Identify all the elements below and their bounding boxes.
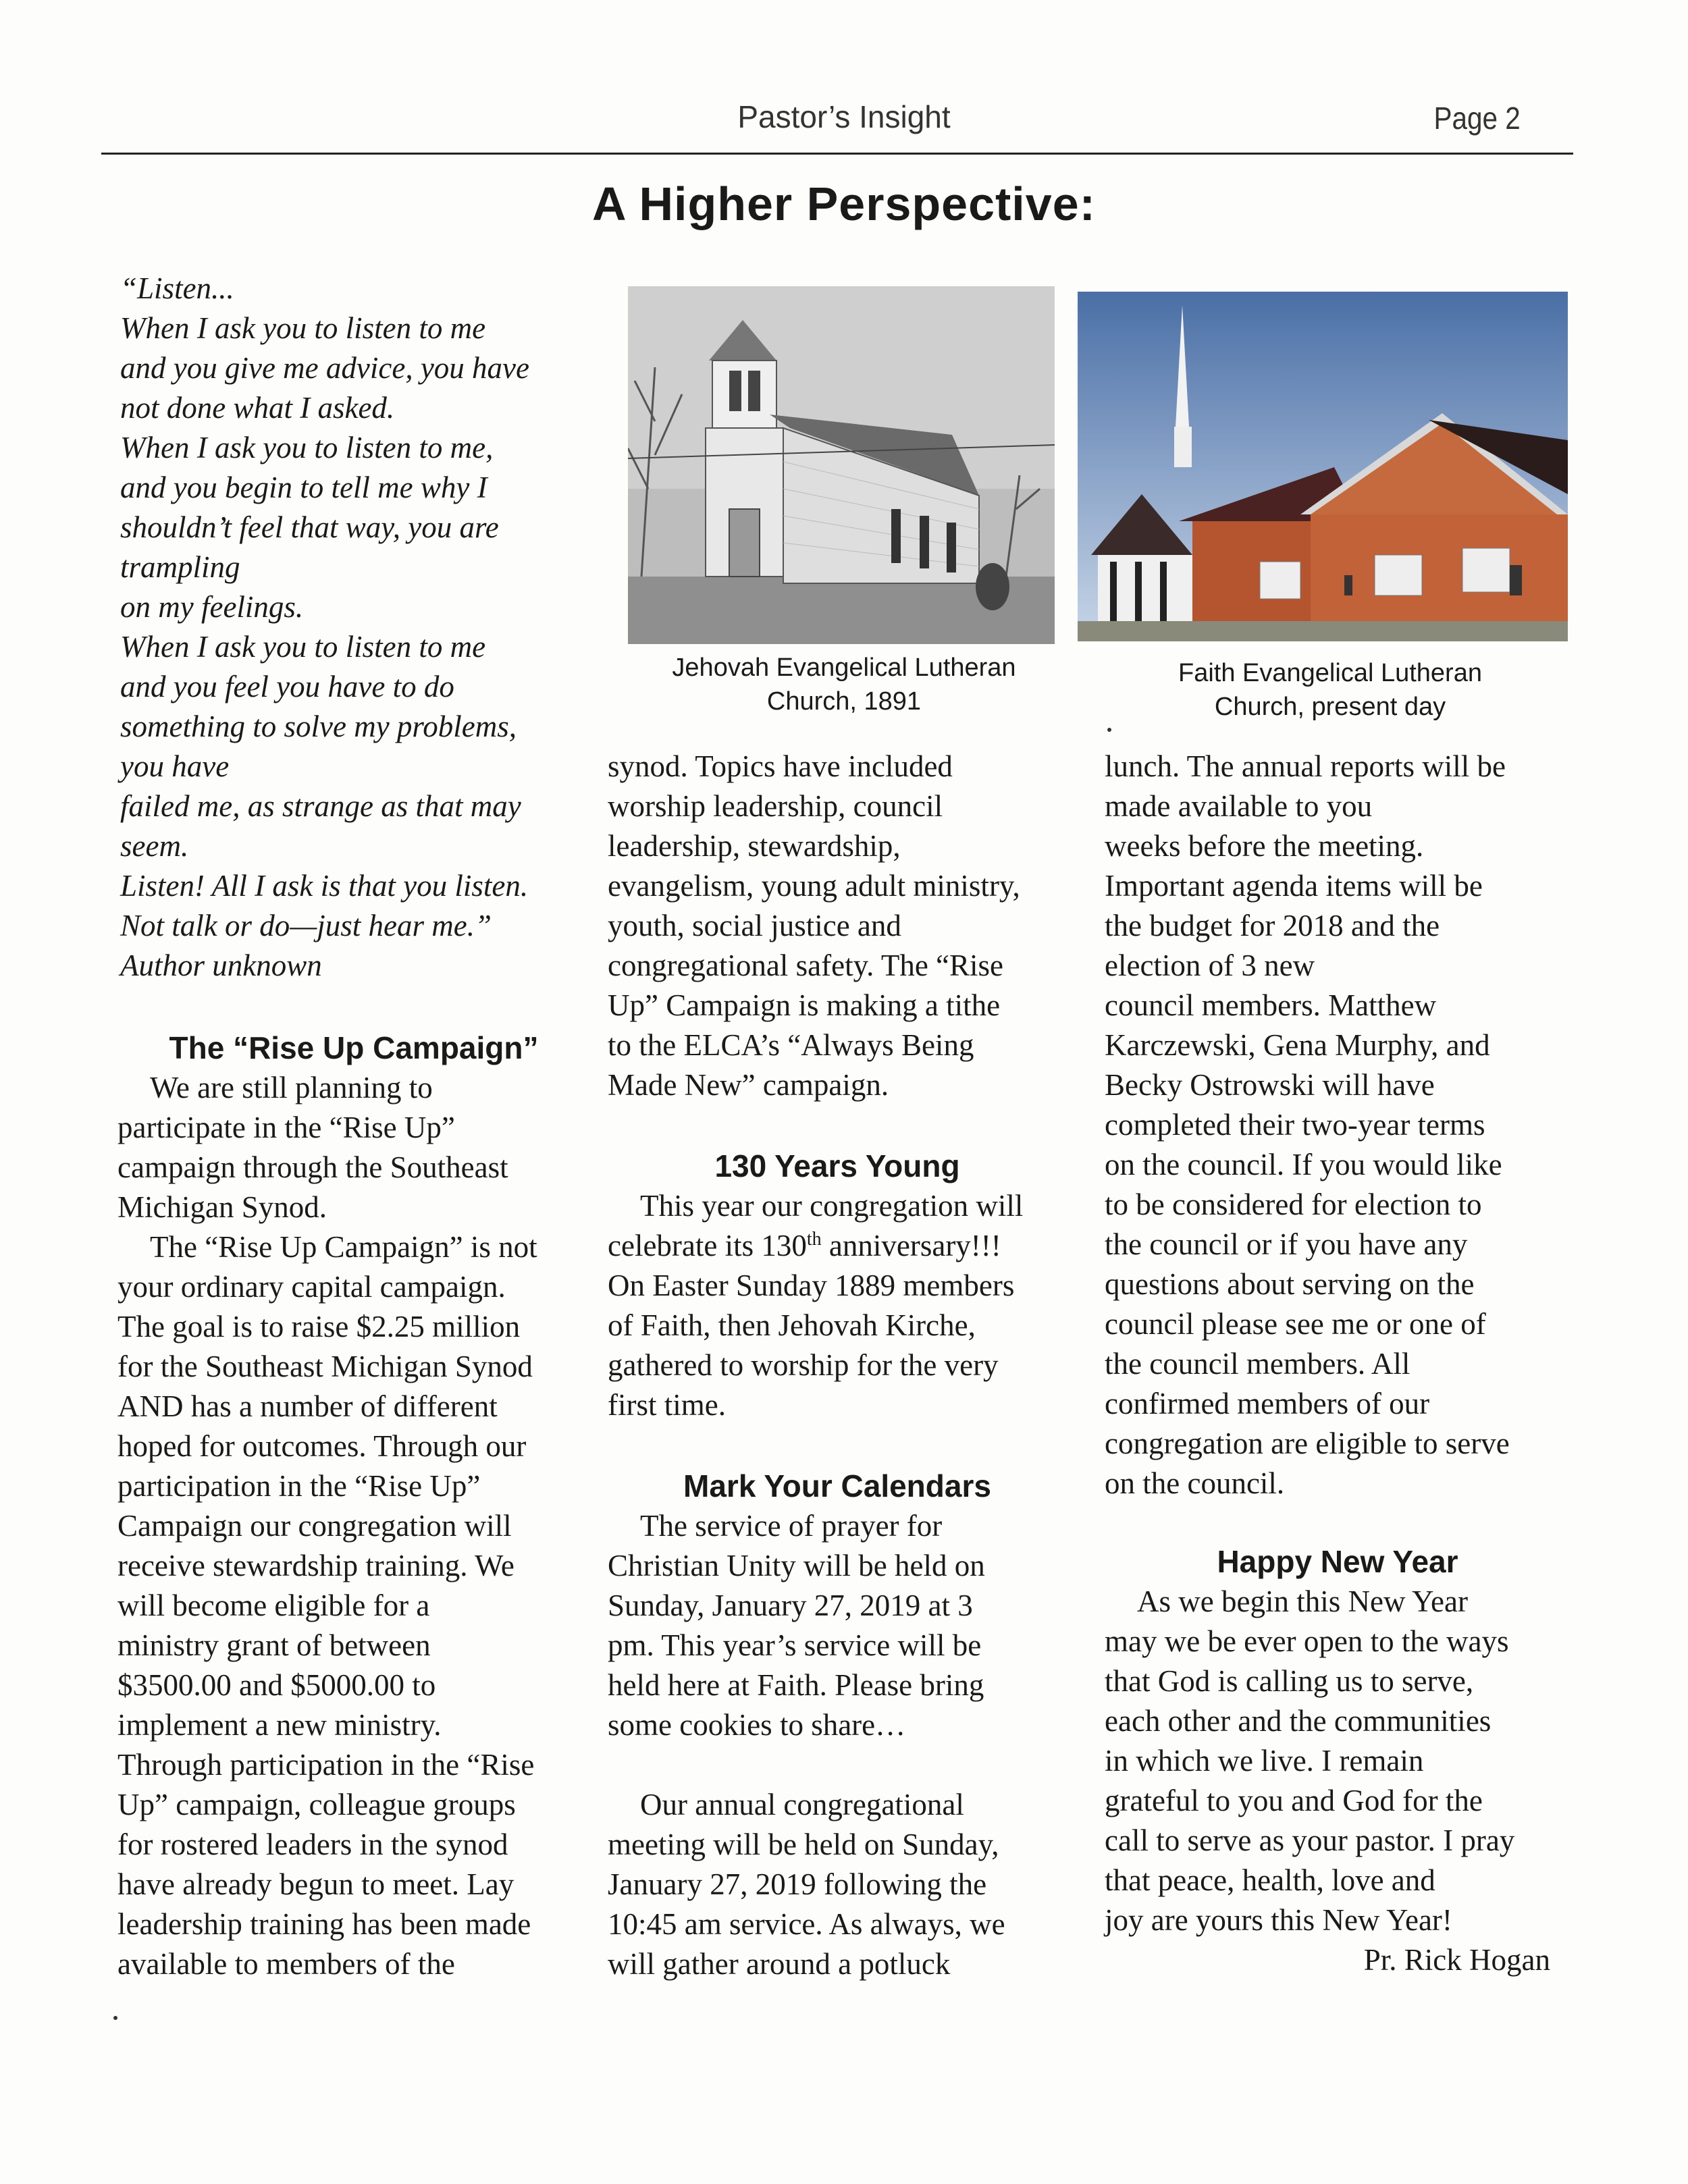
body-line: for rostered leaders in the synod	[117, 1828, 508, 1861]
calendar-heading: Mark Your Calendars	[683, 1468, 991, 1503]
caption-line: Faith Evangelical Lutheran	[1178, 659, 1482, 687]
poem-line: on my feelings.	[120, 590, 304, 624]
body-line: council members. Matthew	[1105, 988, 1437, 1022]
running-header-title: Pastor’s Insight	[737, 99, 951, 134]
faith-church-photo	[1078, 292, 1568, 641]
rise-up-section	[117, 1028, 590, 1984]
body-line: held here at Faith. Please bring	[608, 1668, 984, 1702]
body-line: call to serve as your pastor. I pray	[1105, 1823, 1515, 1857]
body-line: each other and the communities	[1105, 1704, 1492, 1738]
caption-line: Jehovah Evangelical Lutheran	[672, 654, 1016, 682]
signature: Pr. Rick Hogan	[1363, 1943, 1550, 1977]
poem-line: and you begin to tell me why I	[120, 471, 487, 504]
poem-line: When I ask you to listen to me	[120, 630, 486, 664]
body-line: made available to you	[1105, 789, 1373, 823]
poem-line: When I ask you to listen to me	[120, 311, 486, 345]
body-line: participation in the “Rise Up”	[117, 1469, 481, 1503]
body-line: participate in the “Rise Up”	[117, 1111, 455, 1144]
body-line: evangelism, young adult ministry,	[608, 869, 1020, 903]
poem-line: Not talk or do—just hear me.”	[120, 909, 492, 942]
body-line: Up” Campaign is making a tithe	[608, 988, 1001, 1022]
body-line: receive stewardship training. We	[117, 1549, 515, 1582]
years-line: This year our congregation will	[640, 1189, 1024, 1223]
body-line: the budget for 2018 and the	[1105, 909, 1440, 942]
years-line-anniversary: celebrate its 130th anniversary!!!	[608, 1229, 1001, 1262]
body-line: meeting will be held on Sunday,	[608, 1828, 999, 1861]
new-year-heading: Happy New Year	[1217, 1544, 1458, 1579]
body-line: Important agenda items will be	[1105, 869, 1483, 903]
body-line: will become eligible for a	[117, 1589, 430, 1622]
body-line: We are still planning to	[150, 1071, 433, 1104]
body-line: available to members of the	[117, 1947, 455, 1981]
body-line: AND has a number of different	[117, 1389, 498, 1423]
poem-line: When I ask you to listen to me,	[120, 431, 494, 464]
poem-line: and you feel you have to do	[120, 670, 454, 703]
body-line: Sunday, January 27, 2019 at 3	[608, 1589, 973, 1622]
body-line: leadership training has been made	[117, 1907, 531, 1941]
body-line: As we begin this New Year	[1137, 1584, 1468, 1618]
poem-line: and you give me advice, you have	[120, 351, 529, 385]
body-line: gathered to worship for the very	[608, 1348, 999, 1382]
body-line: weeks before the meeting.	[1105, 829, 1424, 863]
calendar-body	[608, 1506, 1067, 1745]
body-line: The “Rise Up Campaign” is not	[150, 1230, 537, 1264]
body-line: to be considered for election to	[1105, 1188, 1482, 1221]
poem-line: Listen! All I ask is that you listen.	[120, 869, 529, 903]
body-line: synod. Topics have included	[608, 749, 953, 783]
body-line: in which we live. I remain	[1105, 1744, 1424, 1778]
body-line: confirmed members of our	[1105, 1387, 1430, 1420]
body-line: election of 3 new	[1105, 949, 1315, 982]
body-line: worship leadership, council	[608, 789, 943, 823]
rise-up-continued	[608, 747, 1067, 1105]
body-line: Made New” campaign.	[608, 1068, 889, 1102]
poem-line: “Listen...	[120, 271, 234, 305]
body-line: Campaign our congregation will	[117, 1509, 512, 1543]
meeting-continued	[1105, 747, 1571, 1503]
body-line: Our annual congregational	[640, 1788, 964, 1821]
right-column	[1105, 747, 1571, 1980]
body-line: first time.	[608, 1388, 726, 1422]
body-line: youth, social justice and	[608, 909, 901, 942]
meeting-body	[608, 1785, 1067, 1984]
rise-up-heading: The “Rise Up Campaign”	[169, 1030, 539, 1065]
poem-line: Author unknown	[120, 949, 322, 982]
body-line: 10:45 am service. As always, we	[608, 1907, 1005, 1941]
body-line: $3500.00 and $5000.00 to	[117, 1668, 436, 1702]
body-line: for the Southeast Michigan Synod	[117, 1350, 533, 1383]
body-line: on the council.	[1105, 1466, 1285, 1500]
body-line: The goal is to raise $2.25 million	[117, 1310, 521, 1343]
body-line: will gather around a potluck	[608, 1947, 951, 1981]
years-body	[608, 1266, 1067, 1425]
poem-line: not done what I asked.	[120, 391, 395, 425]
header-rule	[101, 153, 1573, 155]
body-line: may we be ever open to the ways	[1105, 1624, 1509, 1658]
jehovah-church-photo	[628, 286, 1055, 644]
faith-church-caption	[1094, 656, 1566, 724]
body-line: pm. This year’s service will be	[608, 1628, 982, 1662]
body-line: campaign through the Southeast	[117, 1150, 508, 1184]
body-line: January 27, 2019 following the	[608, 1867, 987, 1901]
body-line: council please see me or one of	[1105, 1307, 1486, 1341]
body-line: hoped for outcomes. Through our	[117, 1429, 527, 1463]
body-line: leadership, stewardship,	[608, 829, 901, 863]
caption-line: Church, present day	[1214, 693, 1446, 721]
stray-mark	[113, 2016, 117, 2020]
body-line: Christian Unity will be held on	[608, 1549, 985, 1582]
body-line: questions about serving on the	[1105, 1267, 1475, 1301]
rise-up-body	[117, 1068, 590, 1984]
body-line: Up” campaign, colleague groups	[117, 1788, 516, 1821]
body-line: Becky Ostrowski will have	[1105, 1068, 1435, 1102]
body-line: the council members. All	[1105, 1347, 1410, 1381]
poem	[120, 269, 593, 986]
stray-mark	[1107, 728, 1111, 732]
body-line: your ordinary capital campaign.	[117, 1270, 506, 1304]
years-heading: 130 Years Young	[714, 1148, 960, 1183]
body-line: Karczewski, Gena Murphy, and	[1105, 1028, 1490, 1062]
body-line: the council or if you have any	[1105, 1227, 1468, 1261]
page-number: Page 2	[1433, 101, 1521, 136]
body-line: grateful to you and God for the	[1105, 1784, 1483, 1817]
body-line: congregation are eligible to serve	[1105, 1427, 1510, 1460]
page-title: A Higher Perspective:	[592, 178, 1096, 230]
jehovah-church-caption	[635, 651, 1053, 718]
body-line: have already begun to meet. Lay	[117, 1867, 515, 1901]
body-line: The service of prayer for	[640, 1509, 943, 1543]
poem-line: trampling	[120, 550, 240, 584]
body-line: lunch. The annual reports will be	[1105, 749, 1506, 783]
body-line: on the council. If you would like	[1105, 1148, 1502, 1181]
body-line: implement a new ministry.	[117, 1708, 442, 1742]
body-line: Through participation in the “Rise	[117, 1748, 535, 1782]
body-line: that God is calling us to serve,	[1105, 1664, 1474, 1698]
body-line: ministry grant of between	[117, 1628, 431, 1662]
new-year-body	[1105, 1582, 1571, 1940]
body-line: congregational safety. The “Rise	[608, 949, 1004, 982]
middle-column	[608, 747, 1067, 1984]
body-line: joy are yours this New Year!	[1105, 1903, 1452, 1937]
body-line: of Faith, then Jehovah Kirche,	[608, 1308, 976, 1342]
caption-line: Church, 1891	[766, 687, 922, 716]
body-line: Michigan Synod.	[117, 1190, 327, 1224]
poem-line: you have	[120, 749, 230, 783]
poem-line: shouldn’t feel that way, you are	[120, 510, 499, 544]
body-line: that peace, health, love and	[1105, 1863, 1435, 1897]
poem-line: something to solve my problems,	[120, 710, 517, 743]
poem-line: failed me, as strange as that may	[120, 789, 521, 823]
body-line: completed their two-year terms	[1105, 1108, 1485, 1142]
body-line: to the ELCA’s “Always Being	[608, 1028, 974, 1062]
body-line: some cookies to share…	[608, 1708, 906, 1742]
body-line: On Easter Sunday 1889 members	[608, 1269, 1015, 1302]
poem-line: seem.	[120, 829, 189, 863]
